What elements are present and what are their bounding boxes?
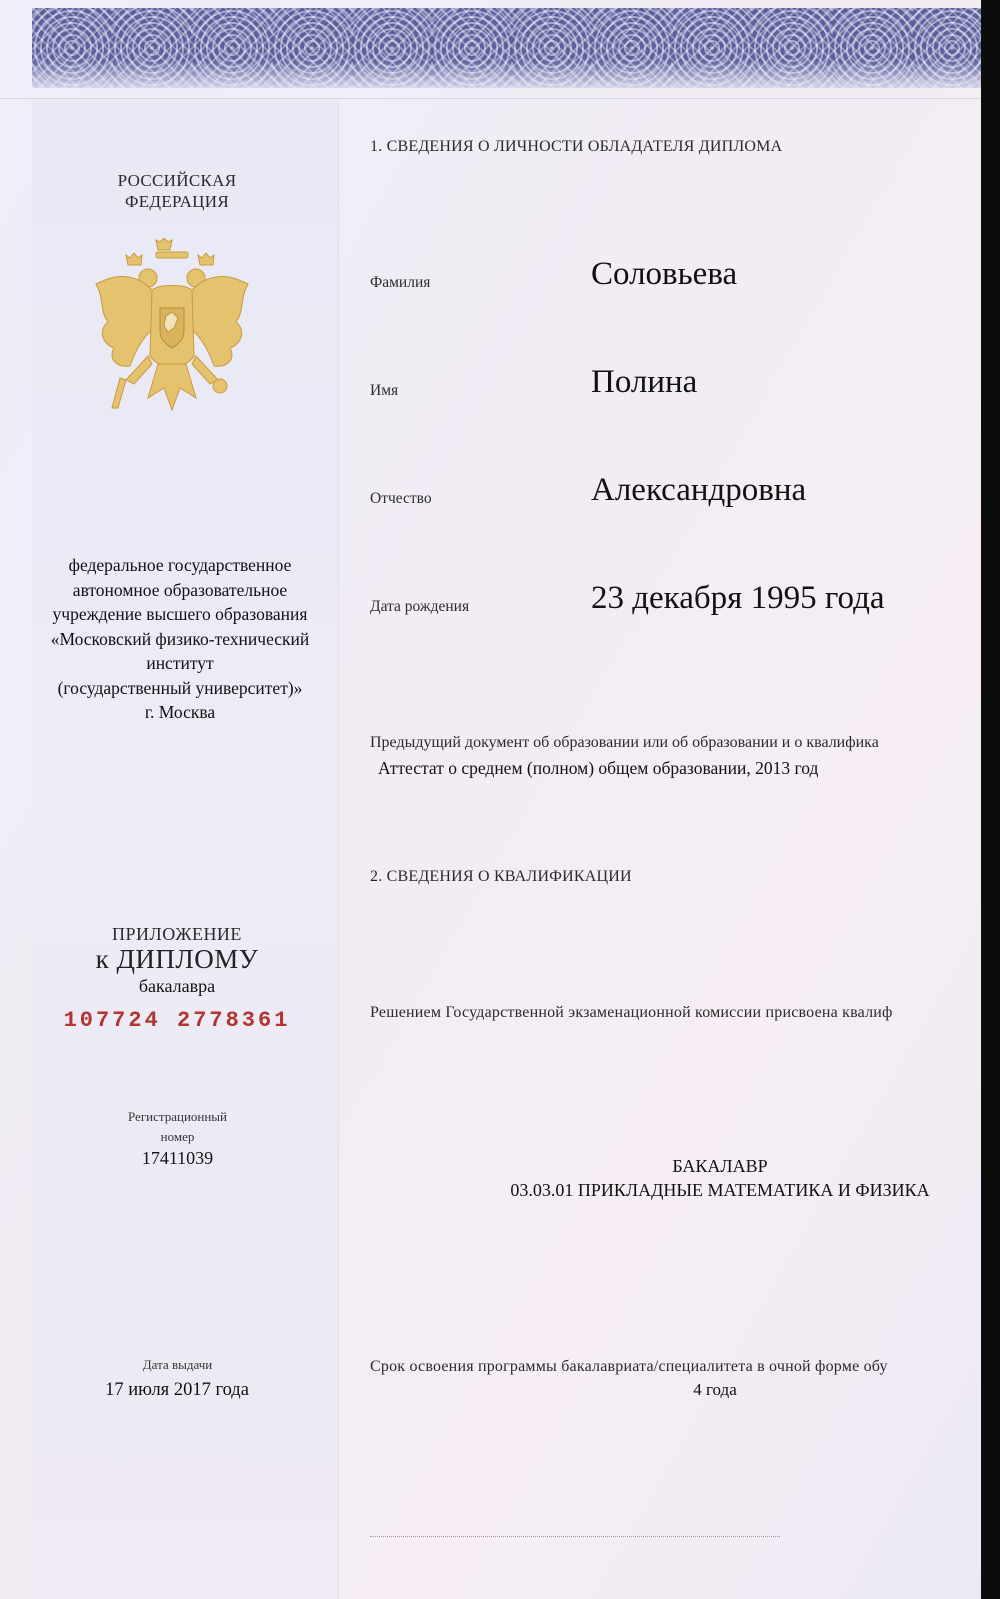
section1-heading: 1. СВЕДЕНИЯ О ЛИЧНОСТИ ОБЛАДАТЕЛЯ ДИПЛОМА [370, 138, 783, 155]
first-name-label: Имя [370, 382, 399, 399]
registration-label-line2: номер [160, 1129, 195, 1144]
patronymic-label: Отчество [370, 490, 432, 507]
study-duration-label: Срок освоения программы бакалавриата/специалитета в очной форме обу [370, 1358, 888, 1375]
degree-title: БАКАЛАВР [672, 1156, 768, 1176]
previous-document-label: Предыдущий документ об образовании или об образовании и о квалифика [370, 734, 879, 751]
top-divider [0, 98, 1000, 99]
first-name-value: Полина [591, 364, 698, 400]
guilloche-security-band [32, 8, 1000, 88]
birth-date-value: 23 декабря 1995 года [591, 580, 885, 616]
scan-edge [981, 0, 1000, 1599]
supplement-title-line2: к ДИПЛОМУ [95, 944, 259, 974]
registration-label [100, 1107, 255, 1147]
coat-of-arms-icon [90, 238, 254, 416]
country-line1: РОССИЙСКАЯ [117, 171, 237, 190]
supplement-degree-level: бакалавра [138, 976, 216, 996]
patronymic-value: Александровна [591, 472, 807, 508]
study-duration-value: 4 года [693, 1380, 737, 1399]
birth-date-label: Дата рождения [370, 598, 470, 615]
supplement-title-line1: ПРИЛОЖЕНИЕ [112, 924, 242, 944]
program-title: 03.03.01 ПРИКЛАДНЫЕ МАТЕМАТИКА И ФИЗИКА [510, 1180, 930, 1200]
previous-document-value: Аттестат о среднем (полном) общем образовании, 2013 год [378, 758, 819, 778]
institution-name: федеральное государственное автономное образовательное учреждение высшего образования «Московский физико-технический институт (государственный университет)» г. Москва [50, 555, 310, 722]
issue-date: 17 июля 2017 года [105, 1380, 249, 1400]
surname-value: Соловьева [591, 256, 738, 292]
country-line2: ФЕДЕРАЦИЯ [125, 192, 229, 211]
signature-dotted-line [370, 1536, 780, 1537]
issue-date-label: Дата выдачи [142, 1357, 213, 1372]
registration-number: 17411039 [141, 1148, 214, 1168]
surname-label: Фамилия [370, 274, 431, 291]
country-name [72, 170, 282, 212]
section2-heading: 2. СВЕДЕНИЯ О КВАЛИФИКАЦИИ [370, 868, 632, 885]
registration-label-line1: Регистрационный [127, 1109, 228, 1124]
qualification-decision-text: Решением Государственной экзаменационной комиссии присвоена квалиф [370, 1004, 893, 1021]
serial-number: 107724 2778361 [63, 1008, 291, 1033]
